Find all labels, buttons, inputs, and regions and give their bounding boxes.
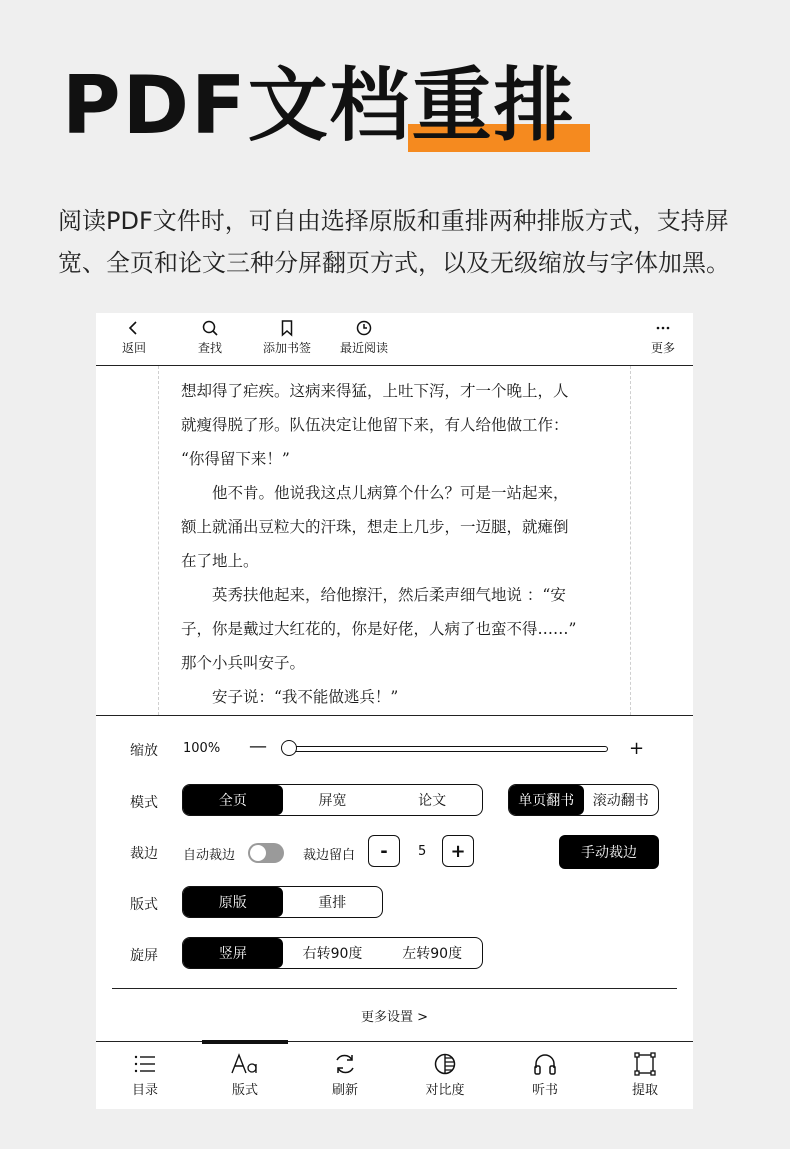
back-label: 返回 bbox=[121, 341, 146, 355]
headline-highlight bbox=[411, 59, 576, 152]
text-line: 英秀扶他起来，给他擦汗，然后柔声细气地说 ：“安 bbox=[212, 586, 566, 604]
add-bookmark-button[interactable] bbox=[252, 319, 322, 356]
headline-part2: 重排 bbox=[411, 59, 576, 152]
toc-button[interactable] bbox=[105, 1052, 185, 1098]
rotate-option-right-90[interactable]: 右转90度 bbox=[302, 946, 363, 962]
layout-selector bbox=[182, 886, 383, 918]
search-button[interactable] bbox=[175, 319, 245, 356]
zoom-label: 缩放 bbox=[130, 743, 158, 759]
more-button[interactable] bbox=[628, 319, 693, 356]
list-icon bbox=[132, 1052, 158, 1076]
recent-reading-button[interactable] bbox=[329, 319, 399, 356]
mode-option-full-page[interactable]: 全页 bbox=[183, 785, 283, 815]
zoom-slider-handle[interactable] bbox=[281, 740, 297, 756]
reading-area[interactable] bbox=[96, 366, 693, 715]
clock-icon bbox=[355, 319, 373, 337]
mode-label: 模式 bbox=[130, 795, 158, 811]
settings-panel bbox=[96, 715, 693, 1042]
layout-tab-label: 版式 bbox=[231, 1083, 258, 1098]
text-line: 那个小兵叫安子。 bbox=[181, 654, 306, 672]
refresh-icon bbox=[332, 1052, 358, 1076]
add-bookmark-label: 添加书签 bbox=[262, 341, 311, 355]
refresh-button[interactable] bbox=[305, 1052, 385, 1098]
panel-divider bbox=[112, 988, 677, 989]
flip-option-scroll[interactable]: 滚动翻书 bbox=[592, 793, 649, 809]
device-screen bbox=[96, 313, 693, 1109]
text-line: 额上就涌出豆粒大的汗珠，想走上几步，一迈腿，就瘫倒 bbox=[181, 518, 569, 536]
zoom-value: 100% bbox=[183, 741, 221, 756]
contrast-icon bbox=[432, 1052, 458, 1076]
text-line: 安子说：“我不能做逃兵！” bbox=[212, 688, 399, 706]
mode-option-paper[interactable]: 论文 bbox=[418, 793, 447, 809]
mode-selector bbox=[182, 784, 483, 816]
rotate-option-left-90[interactable]: 左转90度 bbox=[402, 946, 463, 962]
chevron-left-icon bbox=[125, 319, 143, 337]
more-dots-icon bbox=[654, 319, 672, 337]
refresh-label: 刷新 bbox=[331, 1083, 358, 1098]
layout-option-reflow[interactable]: 重排 bbox=[318, 895, 347, 911]
crop-margin-decrease-button[interactable]: - bbox=[368, 835, 400, 867]
extract-button[interactable] bbox=[605, 1052, 685, 1098]
subtitle: 阅读PDF文件时，可自由选择原版和重排两种排版方式，支持屏宽、全页和论文三种分屏翻页方式，以及无级缩放与字体加黑。 bbox=[58, 207, 730, 277]
bottom-toolbar bbox=[96, 1041, 693, 1109]
text-line: 就瘦得脱了形。队伍决定让他留下来，有人给他做工作： bbox=[181, 416, 569, 434]
layout-label: 版式 bbox=[130, 897, 158, 913]
crop-margin-value: 5 bbox=[418, 844, 427, 859]
page-margin-line-left bbox=[158, 366, 159, 715]
book-text bbox=[181, 374, 608, 714]
text-line: “你得留下来！” bbox=[181, 450, 290, 468]
rotate-selector bbox=[182, 937, 483, 969]
contrast-button[interactable] bbox=[405, 1052, 485, 1098]
top-toolbar bbox=[96, 313, 693, 366]
more-label: 更多 bbox=[650, 341, 675, 355]
crop-margin-label: 裁边留白 bbox=[303, 848, 356, 863]
listen-label: 听书 bbox=[531, 1083, 558, 1098]
auto-crop-label: 自动裁边 bbox=[183, 848, 236, 863]
text-line: 想却得了疟疾。这病来得猛，上吐下泻，才一个晚上，人 bbox=[181, 382, 569, 400]
auto-crop-toggle[interactable] bbox=[248, 843, 284, 863]
active-tab-indicator bbox=[202, 1040, 288, 1044]
zoom-slider-track[interactable] bbox=[288, 746, 608, 752]
flip-option-single-page[interactable]: 单页翻书 bbox=[509, 785, 584, 815]
text-line: 子，你是戴过大红花的，你是好佬，人病了也蛮不得……” bbox=[181, 620, 577, 638]
headline-part1: PDF文档 bbox=[62, 59, 412, 152]
rotate-option-portrait[interactable]: 竖屏 bbox=[183, 938, 283, 968]
search-label: 查找 bbox=[197, 341, 222, 355]
font-aa-icon bbox=[230, 1052, 260, 1076]
extract-label: 提取 bbox=[631, 1083, 658, 1098]
text-line: 在了地上。 bbox=[181, 552, 259, 570]
text-line: 他不肯。他说我这点儿病算个什么？可是一站起来， bbox=[212, 484, 569, 502]
toc-label: 目录 bbox=[131, 1083, 158, 1098]
recent-reading-label: 最近阅读 bbox=[339, 341, 388, 355]
layout-tab-button[interactable] bbox=[205, 1052, 285, 1098]
more-settings-link[interactable]: 更多设置 > bbox=[360, 1010, 429, 1025]
rotate-label: 旋屏 bbox=[130, 948, 158, 964]
page-margin-line-right bbox=[630, 366, 631, 715]
crop-label: 裁边 bbox=[130, 846, 158, 862]
manual-crop-button[interactable]: 手动裁边 bbox=[559, 835, 659, 869]
crop-frame-icon bbox=[632, 1052, 658, 1076]
bookmark-icon bbox=[278, 319, 296, 337]
headphones-icon bbox=[532, 1052, 558, 1076]
back-button[interactable] bbox=[99, 319, 169, 356]
zoom-out-button[interactable]: — bbox=[249, 736, 267, 757]
crop-margin-increase-button[interactable]: + bbox=[442, 835, 474, 867]
listen-button[interactable] bbox=[505, 1052, 585, 1098]
toggle-knob bbox=[250, 845, 266, 861]
zoom-in-button[interactable]: + bbox=[629, 738, 645, 759]
headline bbox=[62, 59, 576, 152]
layout-option-original[interactable]: 原版 bbox=[183, 887, 283, 917]
search-icon bbox=[201, 319, 219, 337]
contrast-label: 对比度 bbox=[425, 1083, 465, 1098]
mode-option-screen-width[interactable]: 屏宽 bbox=[318, 793, 347, 809]
flip-selector bbox=[508, 784, 659, 816]
